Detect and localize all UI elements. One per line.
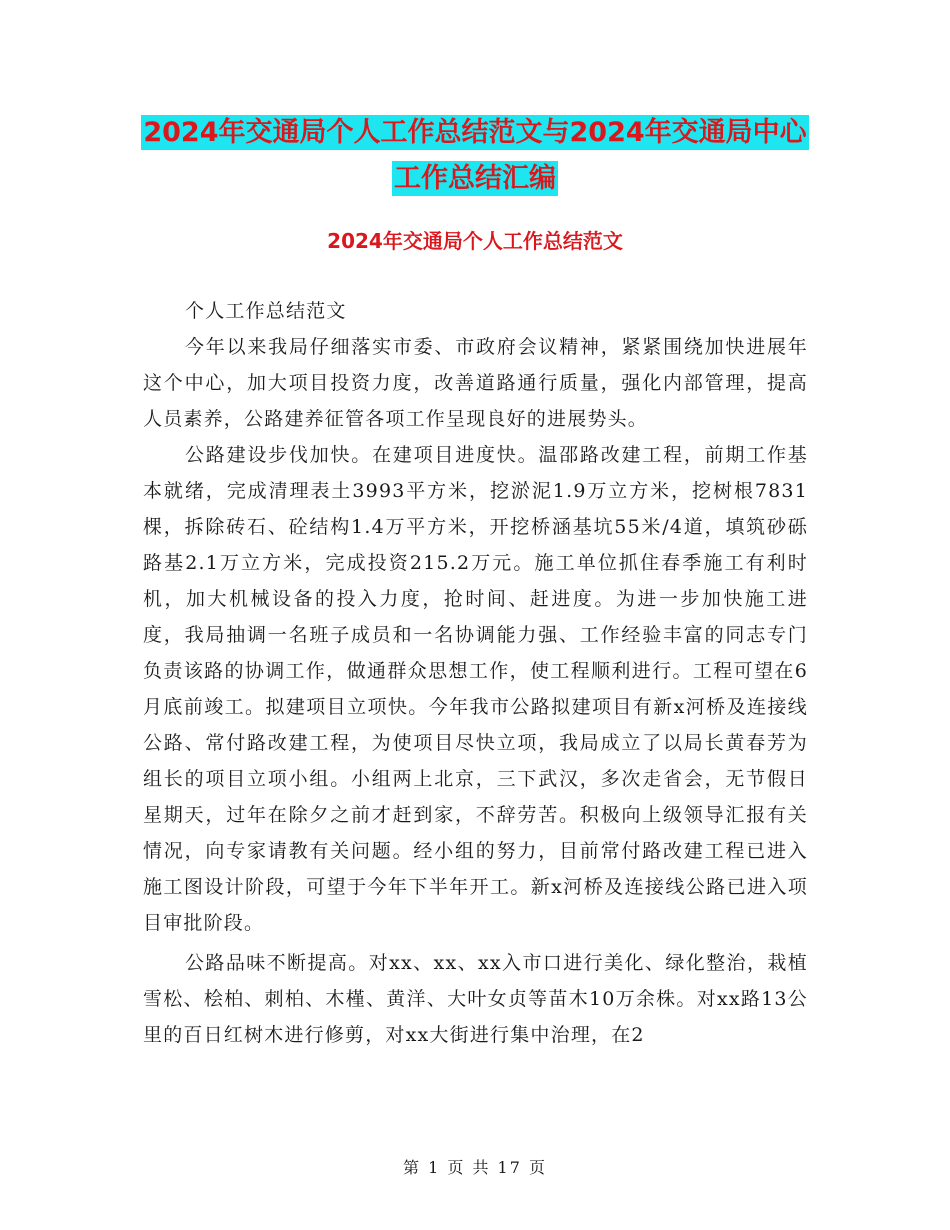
page-footer: 第 1 页 共 17 页 (403, 1158, 547, 1177)
paragraph: 今年以来我局仔细落实市委、市政府会议精神，紧紧围绕加快进展年这个中心，加大项目投资力度，改善道路通行质量，强化内部管理，提高人员素养，公路建养征管各项工作呈现良好的进展势头。 (143, 336, 808, 430)
document-body (143, 293, 808, 1053)
document-title (0, 110, 950, 202)
section-title: 2024年交通局个人工作总结范文 (327, 229, 623, 253)
paragraph: 公路建设步伐加快。在建项目进度快。温邵路改建工程，前期工作基本就绪，完成清理表土3993平方米，挖淤泥1.9万立方米，挖树根7831棵，拆除砖石、砼结构1.4万平方米，开挖桥涵基坑55米/4道，填筑砂砾路基2.1万立方米，完成投资215.2万元。施工单位抓住春季施工有利时机，加大机械设备的投入力度，抢时间、赶进度。为进一步加快施工进度，我局抽调一名班子成员和一名协调能力强、工作经验丰富的同志专门负责该路的协调工作，做通群众思想工作，使工程顺利进行。工程可望在6月底前竣工。拟建项目立项快。今年我市公路拟建项目有新x河桥及连接线公路、常付路改建工程，为使项目尽快立项，我局成立了以局长黄春芳为组长的项目立项小组。小组两上北京，三下武汉，多次走省会，无节假日星期天，过年在除夕之前才赶到家，不辞劳苦。积极向上级领导汇报有关情况，向专家请教有关问题。经小组的努力，目前常付路改建工程已进入施工图设计阶段，可望于今年下半年开工。新x河桥及连接线公路已进入项目审批阶段。 (143, 444, 808, 934)
title-line-1: 2024年交通局个人工作总结范文与2024年交通局中心 (143, 117, 807, 148)
paragraph: 个人工作总结范文 (185, 300, 347, 322)
title-line-2: 工作总结汇编 (394, 163, 556, 194)
paragraph: 公路品味不断提高。对xx、xx、xx入市口进行美化、绿化整治，栽植雪松、桧柏、刺柏、木槿、黄洋、大叶女贞等苗木10万余株。对xx路13公里的百日红树木进行修剪，对xx大街进行集中治理，在2 (143, 952, 808, 1046)
